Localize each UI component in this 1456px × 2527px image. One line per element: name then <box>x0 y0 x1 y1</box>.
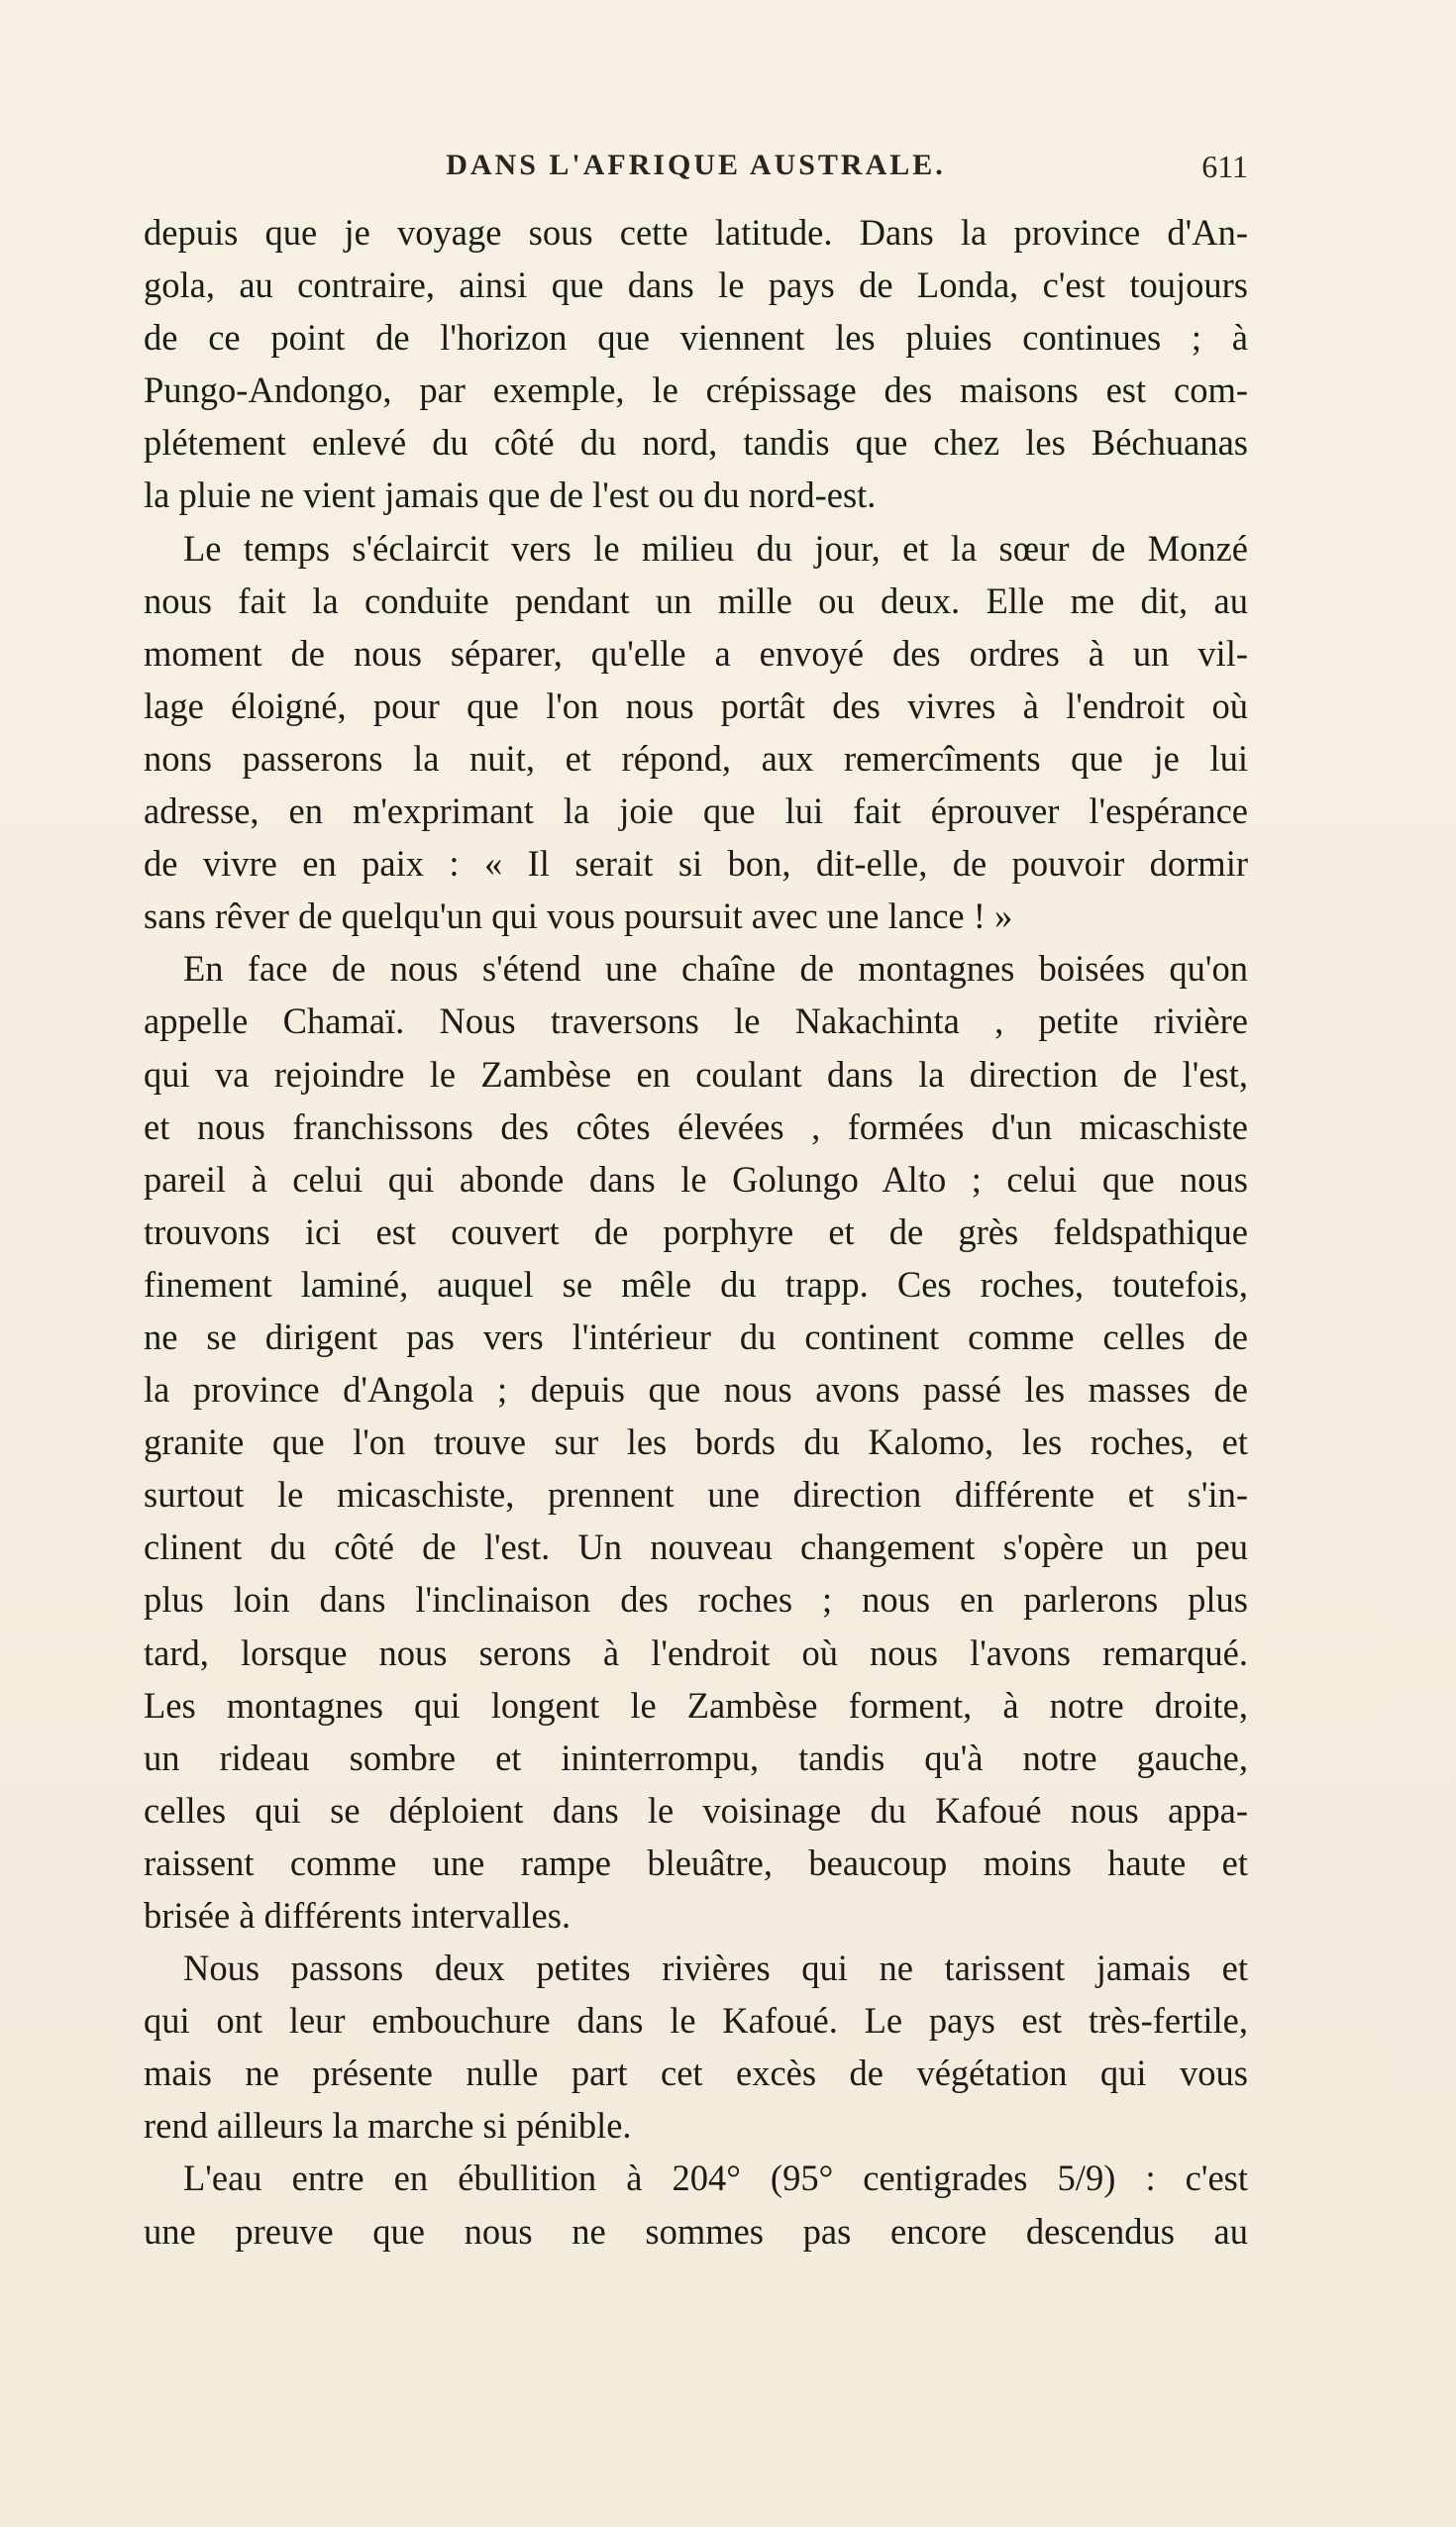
text-line: plétement enlevé du côté du nord, tandis que chez les Béchuanas <box>144 422 1248 464</box>
text-line: plus loin dans l'inclinaison des roches ; nous en parlerons plus <box>144 1579 1248 1621</box>
text-line: un rideau sombre et ininterrompu, tandis qu'à notre gauche, <box>144 1737 1248 1778</box>
text-line: clinent du côté de l'est. Un nouveau changement s'opère un peu <box>144 1527 1248 1568</box>
text-line: moment de nous séparer, qu'elle a envoyé des ordres à un vil- <box>144 632 1248 674</box>
text-line: mais ne présente nulle part cet excès de végétation qui vous <box>144 2053 1248 2094</box>
text-line: rend ailleurs la marche si pénible. <box>144 2105 632 2147</box>
page-number: 611 <box>1201 149 1248 184</box>
text-line: sans rêver de quelqu'un qui vous poursuit avec une lance ! » <box>144 895 1013 937</box>
body-text <box>144 206 1248 2258</box>
text-line: ne se dirigent pas vers l'intérieur du continent comme celles de <box>144 1316 1248 1357</box>
text-line: qui va rejoindre le Zambèse en coulant dans la direction de l'est, <box>144 1053 1248 1095</box>
text-line: granite que l'on trouve sur les bords du Kalomo, les roches, et <box>144 1421 1248 1463</box>
text-line: une preuve que nous ne sommes pas encore descendus au <box>144 2210 1248 2252</box>
text-line: de vivre en paix : « Il serait si bon, dit-elle, de pouvoir dormir <box>144 843 1248 885</box>
text-line: raissent comme une rampe bleuâtre, beaucoup moins haute et <box>144 1842 1248 1883</box>
text-line: Nous passons deux petites rivières qui ne tarissent jamais et <box>183 1948 1248 1989</box>
text-line: depuis que je voyage sous cette latitude. Dans la province d'An- <box>144 212 1248 253</box>
text-line: la province d'Angola ; depuis que nous avons passé les masses de <box>144 1369 1248 1411</box>
text-line: finement laminé, auquel se mêle du trapp. Ces roches, toutefois, <box>144 1263 1248 1305</box>
text-line: qui ont leur embouchure dans le Kafoué. Le pays est très-fertile, <box>144 2000 1248 2042</box>
text-line: Pungo-Andongo, par exemple, le crépissage des maisons est com- <box>144 369 1248 411</box>
text-line: brisée à différents intervalles. <box>144 1895 572 1936</box>
running-head <box>144 149 1248 188</box>
text-line: de ce point de l'horizon que viennent les pluies continues ; à <box>144 317 1248 359</box>
text-line: celles qui se déploient dans le voisinage du Kafoué nous appa- <box>144 1789 1248 1831</box>
text-line: pareil à celui qui abonde dans le Golungo Alto ; celui que nous <box>144 1158 1248 1200</box>
text-line: nons passerons la nuit, et répond, aux remercîments que je lui <box>144 737 1248 779</box>
text-line: Le temps s'éclaircit vers le milieu du jour, et la sœur de Monzé <box>183 527 1248 569</box>
text-line: la pluie ne vient jamais que de l'est ou du nord-est. <box>144 474 877 516</box>
text-line: nous fait la conduite pendant un mille ou deux. Elle me dit, au <box>144 579 1248 621</box>
text-line: trouvons ici est couvert de porphyre et de grès feldspathique <box>144 1211 1248 1252</box>
text-line: L'eau entre en ébullition à 204° (95° centigrades 5/9) : c'est <box>183 2158 1248 2199</box>
text-line: adresse, en m'exprimant la joie que lui fait éprouver l'espérance <box>144 790 1248 832</box>
text-line: Les montagnes qui longent le Zambèse forment, à notre droite, <box>144 1684 1248 1726</box>
text-line: En face de nous s'étend une chaîne de montagnes boisées qu'on <box>183 948 1248 990</box>
text-line: lage éloigné, pour que l'on nous portât des vivres à l'endroit où <box>144 684 1248 726</box>
text-line: appelle Chamaï. Nous traversons le Nakachinta , petite rivière <box>144 1000 1248 1042</box>
running-title: DANS L'AFRIQUE AUSTRALE. <box>446 149 946 181</box>
text-line: tard, lorsque nous serons à l'endroit où nous l'avons remarqué. <box>144 1632 1248 1673</box>
text-line: surtout le micaschiste, prennent une direction différente et s'in- <box>144 1474 1248 1516</box>
text-line: gola, au contraire, ainsi que dans le pays de Londa, c'est toujours <box>144 264 1248 306</box>
text-line: et nous franchissons des côtes élevées , formées d'un micaschiste <box>144 1106 1248 1147</box>
